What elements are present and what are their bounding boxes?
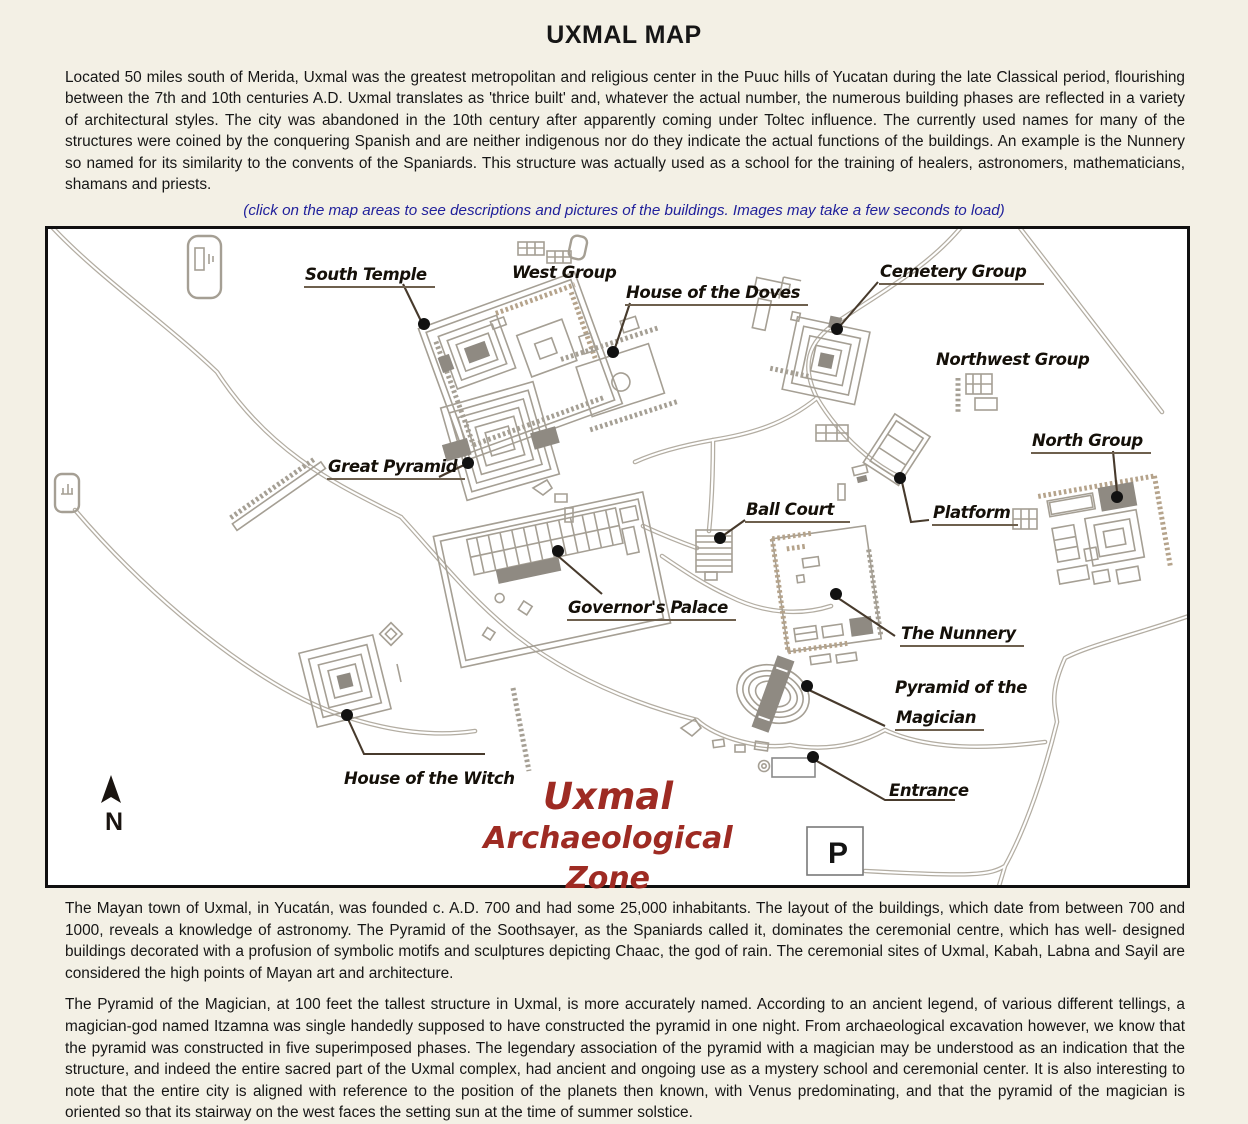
building-house-of-the-doves[interactable] [555, 310, 683, 432]
building-pyramid-of-the-magician[interactable] [725, 646, 821, 743]
map-label-cemetery-group[interactable]: Cemetery Group [879, 262, 1044, 285]
north-label: N [104, 808, 124, 837]
zone-title-line2: Archaeological Zone [483, 821, 733, 897]
building-lodge-west[interactable] [55, 474, 79, 512]
map-label-pyramid-of-the-magician-line2[interactable]: Magician [895, 708, 984, 731]
map-label-house-of-the-witch[interactable]: House of the Witch [344, 769, 515, 789]
map-label-west-group[interactable]: West Group [512, 263, 617, 283]
building-lodge-northwest[interactable] [188, 236, 221, 298]
map-label-great-pyramid[interactable]: Great Pyramid [327, 457, 465, 480]
zone-title-line1: Uxmal [542, 775, 674, 819]
map-label-pyramid-of-the-magician-line1[interactable]: Pyramid of the [895, 678, 1028, 698]
map-label-the-nunnery[interactable]: The Nunnery [900, 624, 1024, 647]
building-governors-palace[interactable] [229, 457, 671, 668]
building-west-group[interactable] [518, 235, 588, 263]
causeway-stairs [513, 688, 529, 771]
zone-title [456, 775, 760, 899]
map-label-north-group[interactable]: North Group [1031, 431, 1151, 454]
north-arrow-icon [101, 775, 121, 803]
building-northwest-group[interactable] [958, 374, 997, 412]
map-label-platform[interactable]: Platform [932, 503, 1018, 526]
map-label-entrance[interactable]: Entrance [889, 781, 969, 801]
magician-paragraph: The Pyramid of the Magician, at 100 feet the tallest structure in Uxmal, is more accurately named. According to an ancient legend, of various different tellings, a magician-god named Itzamna was single handedly supposed to have constructed the pyramid in one night. From archaeological excavation however, we know that the pyramid was constructed in five superimposed phases. The legendary association of the pyramid with a magician may be understood as an indication that the structure, and indeed the entire sacred part of the Uxmal complex, had ancient and ongoing use as a mystery school and ceremonial center. It is also interesting to note that the entire city is aligned with reference to the position of the planets then known, with Venus predominating, and that the pyramid of the magician is oriented so that its stairway on the west faces the setting sun at the time of summer solstice. [65, 996, 1185, 1122]
intro-paragraph: Located 50 miles south of Merida, Uxmal was the greatest metropolitan and religious center in the Puuc hills of Yucatan during the late Classical period, flourishing between the 7th and 10th centuries A.D. Uxmal translates as 'thrice built' and, whatever the actual number, the numerous building phases are reflected in a variety of architectural styles. The city was abandoned in the 10th century after apparently coming under Toltec influence. The currently used names for many of the structures were coined by the conquering Spanish and are neither indigenous nor do they indicate the actual functions of the buildings. An example is the Nunnery so named for its similarity to the convents of the Spaniards. This structure was actually used as a school for the training of healers, astronomers, mathematicians, shamans and priests. [65, 68, 1185, 194]
map-label-northwest-group[interactable]: Northwest Group [936, 350, 1090, 370]
uxmal-site-map[interactable] [45, 226, 1190, 897]
building-the-nunnery[interactable] [772, 526, 883, 670]
uxmal-map-page [0, 17, 1248, 1122]
map-label-house-of-the-doves[interactable]: House of the Doves [625, 283, 808, 306]
building-minor-platforms[interactable] [816, 425, 868, 500]
parking-label[interactable]: P [827, 837, 848, 871]
building-north-group[interactable] [1013, 476, 1172, 595]
map-label-south-temple[interactable]: South Temple [304, 265, 435, 288]
page-title: UXMAL MAP [546, 20, 702, 49]
building-south-temple-complex[interactable] [418, 272, 622, 460]
founding-paragraph: The Mayan town of Uxmal, in Yucatán, was founded c. A.D. 700 and had some 25,000 inhabitants. The layout of the buildings, which date from between 700 and 1000, reveals a knowledge of astronomy. The Pyramid of the Soothsayer, as the Spaniards called it, dominates the ceremonial centre, which has well- designed buildings decorated with a profusion of symbolic motifs and sculptures depicting Chaac, the god of rain. The ceremonial sites of Uxmal, Kabah, Labna and Sayil are considered the high points of Mayan art and architecture. [65, 900, 1185, 982]
map-label-ball-court[interactable]: Ball Court [745, 500, 850, 523]
click-instruction-note: (click on the map areas to see descriptions and pictures of the buildings. Images may take a few seconds to load) [243, 202, 1005, 220]
map-label-governors-palace[interactable]: Governor's Palace [567, 598, 736, 621]
building-ball-court[interactable] [696, 530, 732, 580]
